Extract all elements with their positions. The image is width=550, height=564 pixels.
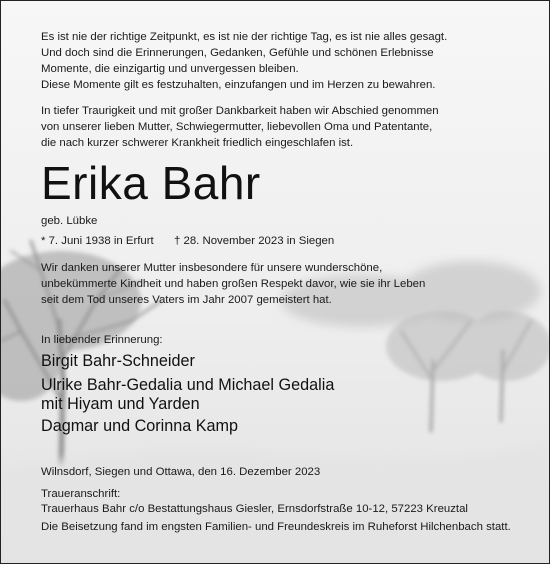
- address-label: Traueranschrift:: [41, 488, 121, 500]
- announcement-line: von unserer lieben Mutter, Schwiegermutter, liebevollen Oma und Patentante,: [41, 121, 433, 133]
- thanks-line: seit dem Tod unseres Vaters im Jahr 2007 gemeistert hat.: [41, 294, 332, 306]
- mourner-name: mit Hiyam und Yarden: [41, 395, 200, 413]
- death-date: † 28. November 2023 in Siegen: [174, 235, 335, 247]
- thanks-line: Wir danken unserer Mutter insbesondere für unsere wunderschöne,: [41, 262, 383, 274]
- deceased-name: Erika Bahr: [41, 157, 261, 209]
- mourning-address: Trauerhaus Bahr c/o Bestattungshaus Giesler, Ernsdorfstraße 10-12, 57223 Kreuztal: [41, 503, 468, 515]
- announcement-line: In tiefer Traurigkeit und mit großer Dankbarkeit haben wir Abschied genommen: [41, 105, 439, 117]
- intro-line: Diese Momente gilt es festzuhalten, einzufangen und im Herzen zu bewahren.: [41, 79, 436, 91]
- place-date: Wilnsdorf, Siegen und Ottawa, den 16. Dezember 2023: [41, 466, 321, 478]
- intro-line: Momente, die einzigartig und unvergessen bleiben.: [41, 63, 299, 75]
- birth-name: geb. Lübke: [41, 215, 98, 227]
- burial-note: Die Beisetzung fand im engsten Familien- und Freundeskreis im Ruheforst Hilchenbach statt.: [41, 521, 511, 533]
- thanks-line: unbekümmerte Kindheit und haben großen Respekt davor, wie sie ihr Leben: [41, 278, 426, 290]
- intro-line: Und doch sind die Erinnerungen, Gedanken, Gefühle und schönen Erlebnisse: [41, 47, 434, 59]
- mourner-name: Birgit Bahr-Schneider: [41, 352, 195, 370]
- mourners-heading: In liebender Erinnerung:: [41, 334, 163, 346]
- birth-date: * 7. Juni 1938 in Erfurt: [41, 235, 154, 247]
- intro-line: Es ist nie der richtige Zeitpunkt, es ist nie der richtige Tag, es ist nie alles gesagt.: [41, 31, 448, 43]
- mourner-name: Dagmar und Corinna Kamp: [41, 417, 239, 435]
- mourner-name: Ulrike Bahr-Gedalia und Michael Gedalia: [41, 376, 335, 394]
- announcement-line: die nach kurzer schwerer Krankheit friedlich eingeschlafen ist.: [41, 137, 354, 149]
